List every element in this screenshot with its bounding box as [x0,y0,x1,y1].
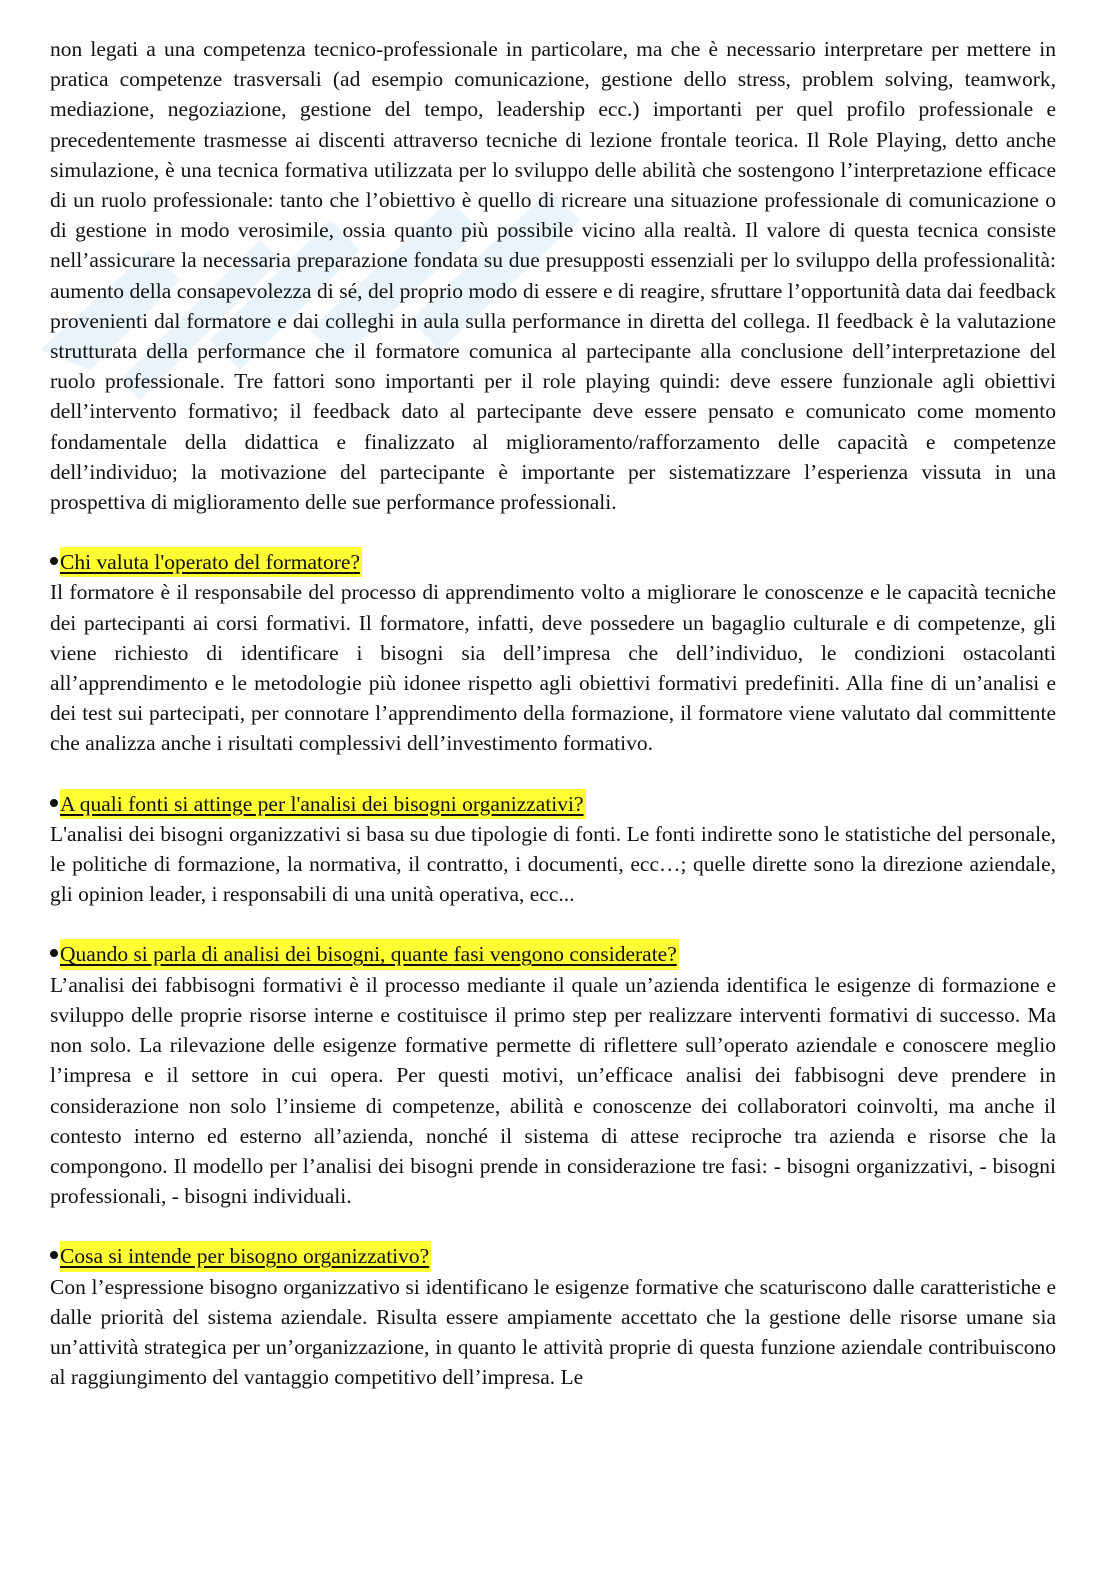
faq-question [50,1241,1056,1271]
faq-question [50,547,1056,577]
bullet-icon [50,949,58,957]
intro-paragraph: non legati a una competenza tecnico-professionale in particolare, ma che è necessario interpretare per mettere in pratica competenze trasversali (ad esempio comunicazione, gestione dello stress, problem solving, teamwork, mediazione, negoziazione, gestione del tempo, leadership ecc.) importanti per quel profilo professionale e precedentemente trasmesse ai discenti attraverso tecniche di lezione frontale teorica. Il Role Playing, detto anche simulazione, è una tecnica formativa utilizzata per lo sviluppo delle abilità che sostengono l’interpretazione efficace di un ruolo professionale: tanto che l’obiettivo è quello di ricreare una situazione professionale di comunicazione o di gestione in modo verosimile, ossia quanto più possibile vicino alla realtà. Il valore di questa tecnica consiste nell’assicurare la necessaria preparazione fondata su due presupposti essenziali per lo sviluppo della professionalità: aumento della consapevolezza di sé, del proprio modo di essere e di reagire, sfruttare l’opportunità data dai feedback provenienti dal formatore e dai colleghi in aula sulla performance in diretta del collega. Il feedback è la valutazione strutturata della performance che il formatore comunica al partecipante alla conclusione dell’interpretazione del ruolo professionale. Tre fattori sono importanti per il role playing quindi: deve essere funzionale agli obiettivi dell’intervento formativo; il feedback dato al partecipante deve essere pensato e comunicato come momento fondamentale della didattica e finalizzato al miglioramento/rafforzamento delle capacità e competenze dell’individuo; la motivazione del partecipante è importante per sistematizzare l’esperienza vissuta in una prospettiva di miglioramento delle sue performance professionali. [50,37,1056,515]
bullet-icon [50,799,58,807]
bullet-icon [50,1251,58,1259]
faq-answer: Il formatore è il responsabile del processo di apprendimento volto a migliorare le conoscenze e le capacità tecniche dei partecipanti ai corsi formativi. Il formatore, infatti, deve possedere un bagaglio culturale e di competenze, gli viene richiesto di identificare i bisogni sia dell’impresa che dell’individuo, le condizioni ostacolanti all’apprendimento e le metodologie più idonee rispetto agli obiettivi formativi predefiniti. Alla fine di un’analisi e dei test sui partecipati, per connotare l’apprendimento della formazione, il formatore viene valutato dal committente che analizza anche i risultati complessivi dell’investimento formativo. [50,580,1056,756]
faq-section-3 [50,939,1056,1211]
faq-question [50,789,1056,819]
faq-answer: L'analisi dei bisogni organizzativi si basa su due tipologie di fonti. Le fonti indirette sono le statistiche del personale, le politiche di formazione, la normativa, il contratto, i documenti, ecc…; quelle dirette sono la direzione aziendale, gli opinion leader, i responsabili di una unità operativa, ecc... [50,821,1056,907]
faq-section-4 [50,1241,1056,1392]
faq-answer: L’analisi dei fabbisogni formativi è il processo mediante il quale un’azienda identifica le esigenze di formazione e sviluppo delle proprie risorse interne e costituisce il primo step per realizzare interventi formativi di successo. Ma non solo. La rilevazione delle esigenze formative permette di riflettere sull’operato aziendale e conoscere meglio l’impresa e il settore in cui opera. Per questi motivi, un’efficace analisi dei fabbisogni deve prendere in considerazione non solo l’insieme di competenze, abilità e conoscenze dei collaboratori coinvolti, ma anche il contesto interno ed esterno all’azienda, nonché il sistema di attese reciproche tra azienda e risorse che la compongono. Il modello per l’analisi dei bisogni prende in considerazione tre fasi: - bisogni organizzativi, - bisogni professionali, - bisogni individuali. [50,972,1056,1209]
document-page [50,34,1056,1392]
faq-answer: Con l’espressione bisogno organizzativo si identificano le esigenze formative che scaturiscono dalle caratteristiche e dalle priorità del sistema aziendale. Risulta essere ampiamente accettato che la gestione delle risorse umane sia un’attività strategica per un’organizzazione, in quanto le attività proprie di questa funzione aziendale contribuiscono al raggiungimento del vantaggio competitivo dell’impresa. Le [50,1274,1056,1390]
highlighted-question-text: Quando si parla di analisi dei bisogni, quante fasi vengono considerate? [60,939,679,969]
faq-section-1 [50,547,1056,758]
faq-question [50,939,1056,969]
highlighted-question-text: Cosa si intende per bisogno organizzativo? [60,1241,431,1271]
bullet-icon [50,557,58,565]
highlighted-question-text: Chi valuta l'operato del formatore? [60,547,362,577]
highlighted-question-text: A quali fonti si attinge per l'analisi dei bisogni organizzativi? [60,789,586,819]
faq-section-2 [50,789,1056,910]
